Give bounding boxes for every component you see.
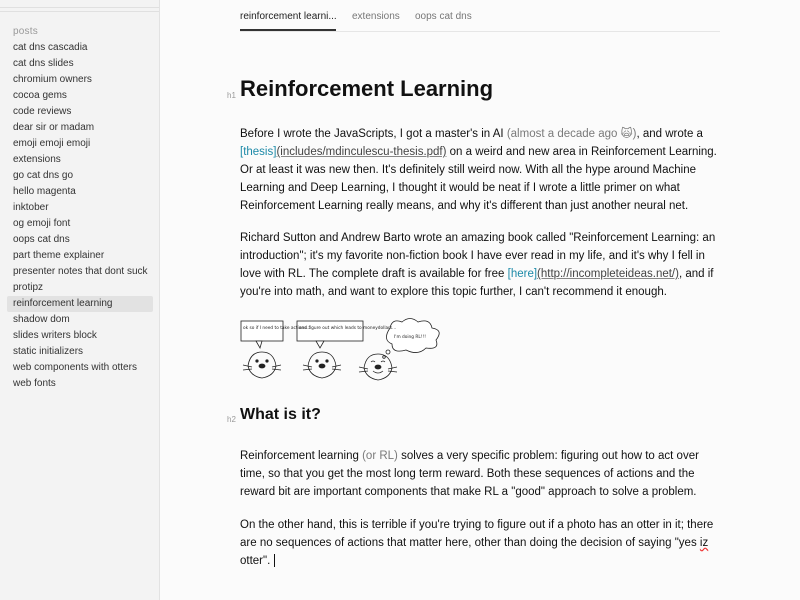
sidebar-item[interactable]: og emoji font (13, 218, 71, 229)
sidebar-item[interactable]: dear sir or madam (13, 122, 95, 133)
sidebar-item[interactable]: go cat dns go (13, 170, 74, 181)
section-heading: What is it? (240, 406, 321, 423)
sidebar-item[interactable]: cat dns cascadia (13, 42, 88, 53)
sidebar-item[interactable]: presenter notes that dont suck (13, 266, 148, 277)
paragraph-otter: On the other hand, this is terrible if you're trying to figure out if a photo has an otter in it; there are no sequences of actions that matter here, other than doing the decision of saying "yes iz otter". (240, 519, 714, 567)
sidebar-item[interactable]: oops cat dns (13, 234, 70, 245)
sidebar-item[interactable]: chromium owners (13, 74, 92, 85)
page-title: Reinforcement Learning (240, 76, 494, 101)
sidebar-title: posts (13, 26, 38, 37)
sidebar-top-divider (0, 7, 159, 12)
sidebar-item[interactable]: slides writers block (13, 330, 97, 341)
otter-comic-image (240, 316, 452, 386)
sidebar-item[interactable]: web fonts (13, 378, 56, 389)
sidebar-item[interactable]: static initializers (13, 346, 84, 357)
sidebar-item[interactable]: shadow dom (13, 314, 70, 325)
thesis-path[interactable]: (includes/mdinculescu-thesis.pdf) (276, 146, 447, 158)
paragraph-book: Richard Sutton and Andrew Barto wrote an amazing book called "Reinforcement Learning: an introduction"; it's my favorite non-fiction book I have ever read in my life, and it's why I fell in love with RL. The complete draft is available for free [here](http://incompleteideas.net/), and if you're into math, and want to explore this topic further, I can't recommend it enough. (240, 232, 716, 298)
bubble-3-text: I'm doing RL!!! (394, 335, 426, 340)
sidebar-item[interactable]: cat dns slides (13, 58, 74, 69)
h2-marker: h2 (227, 415, 236, 424)
here-link[interactable]: [here] (507, 268, 538, 280)
sidebar-item[interactable]: protipz (13, 282, 44, 293)
speech-bubble-1 (241, 321, 283, 341)
paragraph-intro: Before I wrote the JavaScripts, I got a master's in AI (almost a decade ago 🙀), and wrote a [thesis](includes/mdinculescu-thesis.pdf) on a weird and new area in Reinforcement Learning. Or at least it was new then. It's definitely still weird now. With all the hype around Machine Learning and Deep Learning, I thought it would be neat if I wrote a little primer on what Reinforcement Learning really means, and why it's different than just another neural net. (240, 128, 717, 212)
tab-reinforcement-learning[interactable]: reinforcement learni... (240, 11, 337, 22)
tab-extensions[interactable]: extensions (352, 11, 400, 22)
text-cursor (274, 554, 275, 567)
sidebar-item[interactable]: cocoa gems (13, 90, 67, 101)
sidebar-item[interactable]: code reviews (13, 106, 72, 117)
sidebar-item[interactable]: hello magenta (13, 186, 76, 197)
sidebar-list (7, 40, 153, 392)
sidebar-item[interactable]: part theme explainer (13, 250, 105, 261)
sidebar (0, 0, 160, 600)
tab-bar (240, 0, 720, 32)
speech-bubble-2 (297, 321, 363, 341)
bubble-2-text: and figure out which leads to moneydollars... (299, 326, 397, 331)
tab-oops-cat-dns[interactable]: oops cat dns (415, 11, 472, 22)
sidebar-item[interactable]: reinforcement learning (7, 296, 153, 312)
book-url[interactable]: (http://incompleteideas.net/) (537, 268, 679, 280)
h1-marker: h1 (227, 91, 236, 100)
bubble-1-text: ok so if I need to take actions... (243, 326, 311, 331)
sidebar-item[interactable]: extensions (13, 154, 61, 165)
sidebar-item[interactable]: inktober (13, 202, 49, 213)
otter-drawings (243, 352, 397, 380)
paragraph-what-is-it: Reinforcement learning (or RL) solves a very specific problem: figuring out how to act over time, so that you get the most long term reward. Both these sequences of actions and the reward bit are important components that make RL a "good" approach to solve a problem. (240, 450, 699, 498)
spelling-error: iz (699, 537, 709, 549)
active-tab-indicator (240, 29, 336, 31)
sidebar-item[interactable]: emoji emoji emoji (13, 138, 91, 149)
sidebar-item[interactable]: web components with otters (13, 362, 137, 373)
thesis-link[interactable]: [thesis] (240, 146, 277, 158)
